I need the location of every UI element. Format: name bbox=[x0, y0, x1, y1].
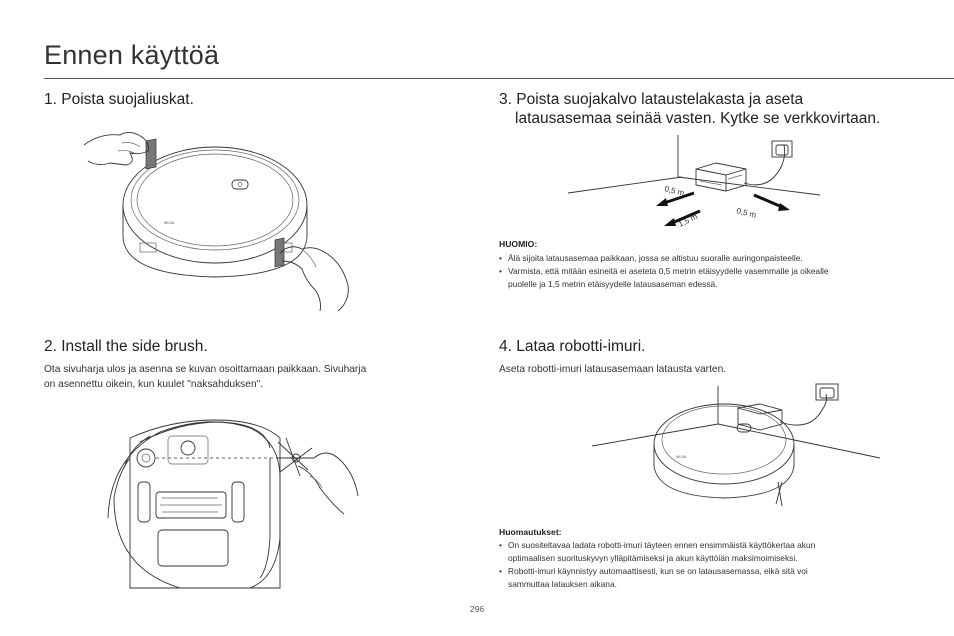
step4-note-continuation: optimaalisen suorituskyvyn ylläpitämiseksi ja akun käyttöiän maksimoimiseksi. bbox=[508, 553, 798, 563]
svg-text:MIJIA: MIJIA bbox=[676, 454, 687, 459]
page-number: 296 bbox=[469, 604, 485, 614]
step3-heading-line1: 3. Poista suojakalvo lataustelakasta ja aseta bbox=[499, 91, 804, 108]
step3-illustration-dock-clearance bbox=[560, 135, 890, 235]
step4-note-item: • Robotti-imuri käynnistyy automaattisesti, kun se on latausasemassa, eikä sitä voi bbox=[499, 565, 919, 578]
page-title: Ennen käyttöä bbox=[44, 40, 220, 70]
dock-left-clearance-label: 0,5 m bbox=[663, 184, 686, 198]
step2-text-line1: Ota sivuharja ulos ja asenna se kuvan osoittamaan paikkaan. Sivuharja bbox=[44, 364, 367, 375]
step3-note-item: • Varmista, että mitään esineitä ei aseteta 0,5 metrin etäisyydelle vasemmalle ja oikealle bbox=[499, 265, 919, 278]
step3-note-continuation: puolelle ja 1,5 metrin etäisyydelle latausaseman edessä. bbox=[508, 279, 718, 289]
step2-illustration-robot-underside-and-brush bbox=[100, 418, 370, 588]
step4-notes bbox=[499, 539, 919, 552]
step4-text: Aseta robotti-imuri latausasemaan latausta varten. bbox=[499, 364, 727, 375]
step2-heading: 2. Install the side brush. bbox=[44, 338, 208, 355]
step3-heading-line2: latausasemaa seinää vasten. Kytke se verkkovirtaan. bbox=[515, 110, 881, 127]
step2-text-line2: on asennettu oikein, kun kuulet "naksahduksen". bbox=[44, 379, 264, 390]
step1-illustration-robot-with-strips bbox=[80, 125, 350, 315]
step4-note-continuation: sammuttaa latauksen aikana. bbox=[508, 579, 617, 589]
step4-notes-2 bbox=[499, 565, 919, 578]
dock-front-clearance-label: 1,5 m bbox=[676, 211, 699, 229]
title-divider bbox=[44, 78, 954, 79]
step3-note-title: HUOMIO: bbox=[499, 239, 538, 249]
step4-heading: 4. Lataa robotti-imuri. bbox=[499, 338, 646, 355]
step4-note-title: Huomautukset: bbox=[499, 527, 562, 537]
step4-note-item: • On suositeltavaa ladata robotti-imuri täyteen ennen ensimmäistä käyttökertaa akun bbox=[499, 539, 919, 552]
step3-notes bbox=[499, 252, 919, 278]
svg-text:MIJIA: MIJIA bbox=[164, 220, 175, 225]
step4-illustration-robot-charging bbox=[590, 380, 880, 520]
step3-note-item: • Älä sijoita latausasemaa paikkaan, jossa se altistuu suoralle auringonpaisteelle. bbox=[499, 252, 919, 265]
dock-right-clearance-label: 0,5 m bbox=[735, 206, 758, 220]
step1-heading: 1. Poista suojaliuskat. bbox=[44, 91, 194, 108]
